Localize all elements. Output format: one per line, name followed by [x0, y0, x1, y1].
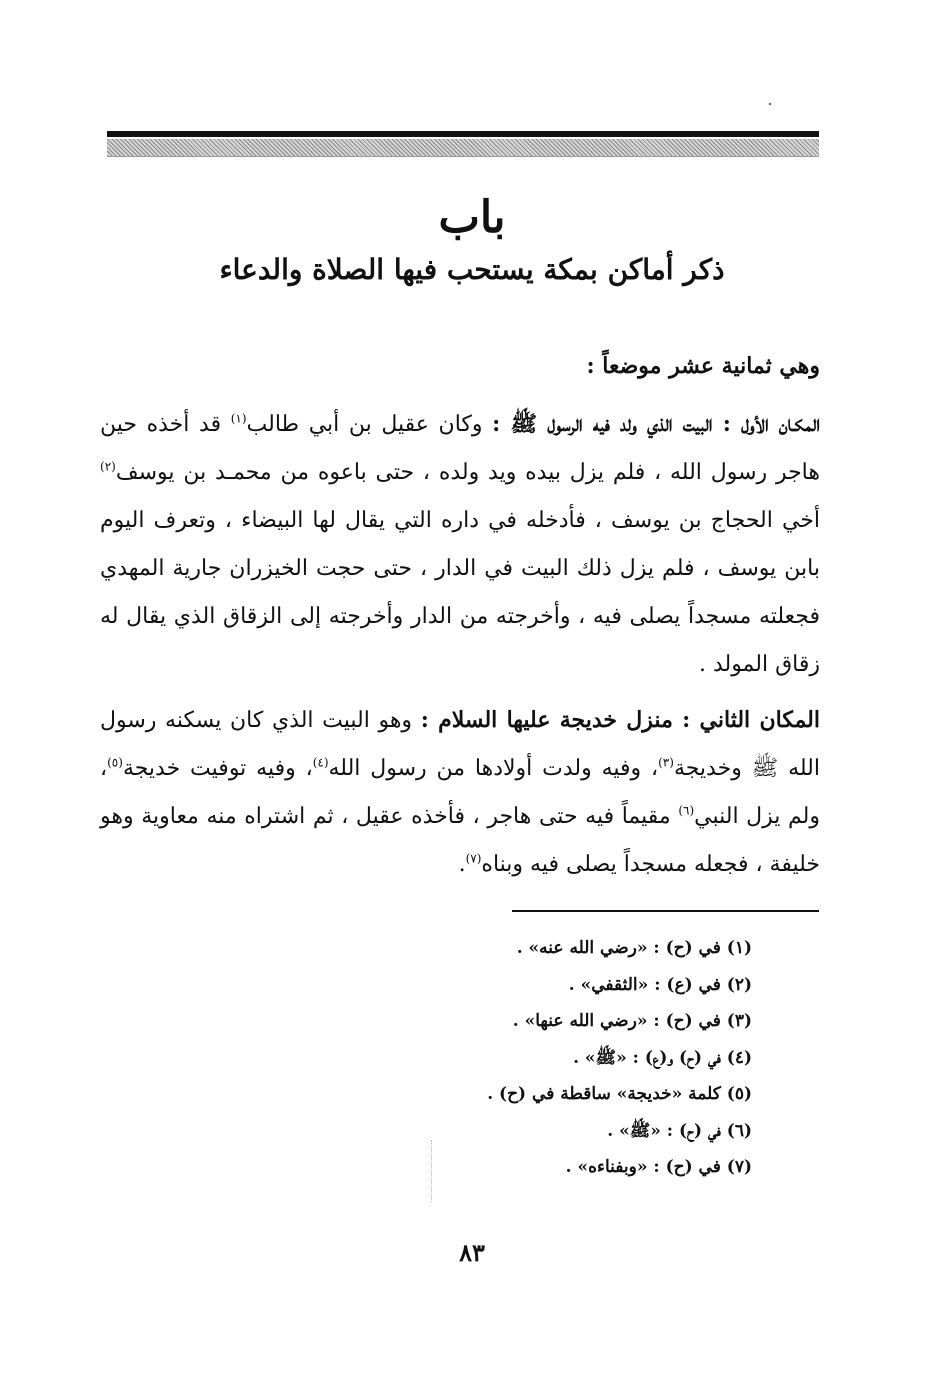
chapter-word: باب: [438, 192, 506, 243]
footnote-ref: (٦): [678, 803, 695, 818]
footnote-ref: (٥): [107, 755, 123, 770]
paragraph-second-place: [100, 696, 820, 889]
footnote: (٥) كلمة «خديجة» ساقطة في (ح) .: [487, 1084, 752, 1104]
page-number: ٨٣: [459, 1238, 485, 1267]
footnote: (١) في (ح) : «رضي الله عنه» .: [516, 938, 752, 958]
paragraph-text: ، وفيه ولدت أولادها من رسول الله: [328, 756, 659, 781]
footnote-separator: [512, 910, 819, 912]
paragraph-text: وكان عقيل بن أبي طالب: [246, 412, 493, 437]
paragraph-first-place: [100, 400, 820, 689]
scan-speck: [769, 103, 771, 105]
paragraph-text: وهو البيت الذي كان يسكنه رسول الله ﷺ وخديجة: [100, 708, 821, 781]
footnote: (٤) في (ح) و(ع) : «ﷺ» .: [573, 1047, 752, 1068]
footnote: (٧) في (ح) : «وبفناءه» .: [565, 1157, 752, 1177]
paragraph-text: ، ولم يزل النبي: [100, 756, 821, 829]
footnote-ref: (٣): [658, 755, 674, 770]
header-rule-hatched: [107, 139, 819, 157]
paragraph-heading: المكان الثاني : منزل خديجة عليها السلام :: [420, 707, 820, 733]
footnotes: [300, 930, 752, 1186]
paragraph-text: أخي الحجاج بن يوسف ، فأدخله في داره التي يقال لها البيضاء ، وتعرف اليوم بابن يوسف ، فلم يزل ذلك البيت في الدار ، حتى حجت الخيزران جارية المهدي فجعلته مسجداً يصلى فيه ، وأخرجته من الدار وأخرجته إلى الزقاق الذي يقال له زقاق المولد .: [100, 508, 820, 677]
header-rule-thick: [107, 131, 819, 137]
paragraph-text: ، وفيه توفيت خديجة: [122, 756, 313, 781]
paragraph-text: مقيماً فيه حتى هاجر ، فأخذه عقيل ، ثم اشتراه منه معاوية وهو خليفة ، فجعله مسجداً يصلى فيه وبناه: [100, 804, 820, 877]
scan-guide-line: [431, 1140, 432, 1202]
footnote: (٦) في (ح) : «ﷺ» .: [607, 1120, 752, 1141]
paragraph-text: قد أخذه حين هاجر رسول الله ، فلم يزل بيده ويد ولده ، حتى باعوه من محمـد بن يوسف: [100, 412, 820, 485]
footnote-ref: (٤): [312, 755, 329, 770]
paragraph-text: .: [458, 852, 466, 877]
footnote-ref: (١): [230, 411, 247, 426]
paragraph-heading: المكـان الأول : البيت الذي ولد فيه الرسول ﷺ :: [492, 411, 820, 437]
footnote: (٢) في (ع) : «الثقفي» .: [568, 974, 752, 995]
footnote: (٣) في (ح) : «رضي الله عنها» .: [512, 1011, 752, 1031]
footnote-ref: (٢): [100, 459, 116, 474]
intro-line: وهي ثمانية عشر موضعاً :: [586, 353, 820, 379]
footnote-ref: (٧): [465, 851, 482, 866]
chapter-title: ذكر أماكن بمكة يستحب فيها الصلاة والدعاء: [219, 253, 725, 286]
